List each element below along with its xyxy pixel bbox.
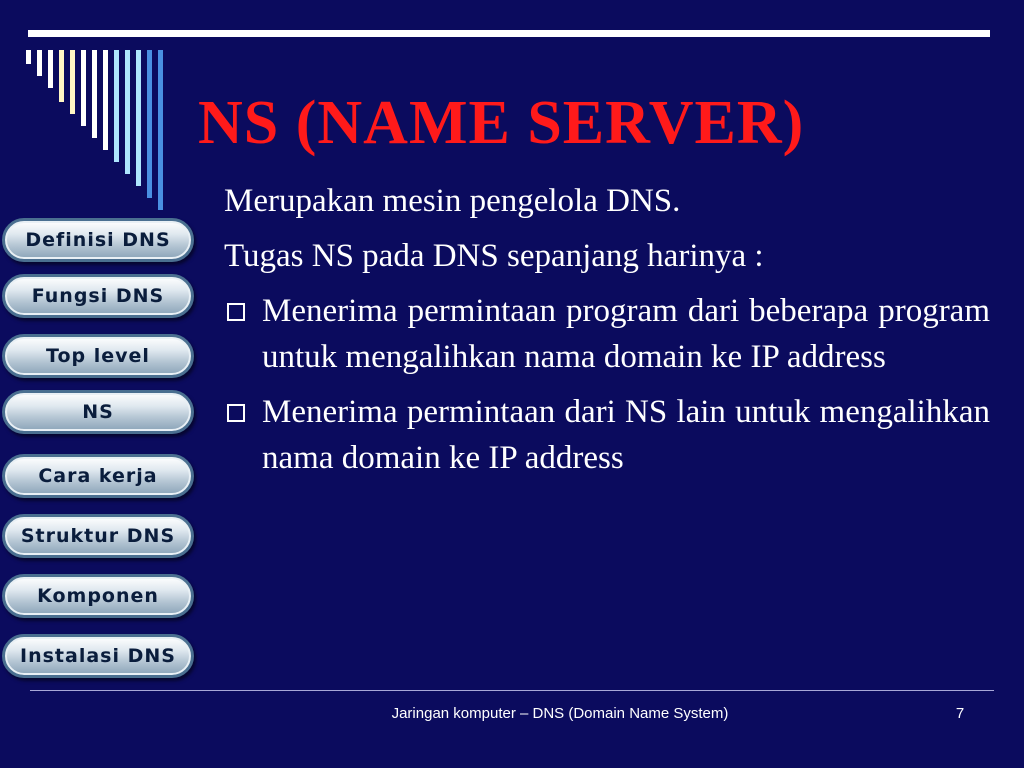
nav-button-top-level[interactable]: Top level (2, 334, 194, 378)
page-number: 7 (955, 705, 965, 722)
deco-bar (70, 50, 75, 114)
deco-bar (48, 50, 53, 88)
intro-line: Tugas NS pada DNS sepanjang harinya : (224, 238, 764, 274)
bullet-item (224, 389, 990, 481)
bullet-text: Menerima permintaan dari NS lain untuk mengalihkan nama domain ke IP address (262, 394, 990, 476)
intro-line: Merupakan mesin pengelola DNS. (224, 183, 681, 219)
deco-bar (59, 50, 64, 102)
hollow-square-bullet-icon (227, 303, 245, 321)
nav-button-komponen[interactable]: Komponen (2, 574, 194, 618)
deco-bar (125, 50, 130, 174)
hollow-square-bullet-icon (227, 404, 245, 422)
deco-bar (158, 50, 163, 210)
deco-bar (147, 50, 152, 198)
deco-bar (114, 50, 119, 162)
bullet-item (224, 288, 990, 380)
deco-bar (26, 50, 31, 64)
deco-bar (92, 50, 97, 138)
top-divider-line (28, 30, 990, 37)
deco-bar (81, 50, 86, 126)
deco-bar (103, 50, 108, 150)
deco-bar (136, 50, 141, 186)
nav-button-ns[interactable]: NS (2, 390, 194, 434)
slide-title: NS (NAME SERVER) (198, 89, 805, 157)
nav-button-cara-kerja[interactable]: Cara kerja (2, 454, 194, 498)
bullet-text: Menerima permintaan program dari beberapa program untuk mengalihkan nama domain ke IP address (262, 293, 990, 375)
slide-content (224, 178, 990, 490)
nav-button-fungsi-dns[interactable]: Fungsi DNS (2, 274, 194, 318)
deco-bar (37, 50, 42, 76)
nav-button-struktur-dns[interactable]: Struktur DNS (2, 514, 194, 558)
footer-divider-line (30, 690, 994, 691)
footer-text: Jaringan komputer – DNS (Domain Name System) (391, 705, 729, 722)
decorative-bars (26, 50, 176, 210)
nav-button-instalasi-dns[interactable]: Instalasi DNS (2, 634, 194, 678)
nav-button-definisi-dns[interactable]: Definisi DNS (2, 218, 194, 262)
